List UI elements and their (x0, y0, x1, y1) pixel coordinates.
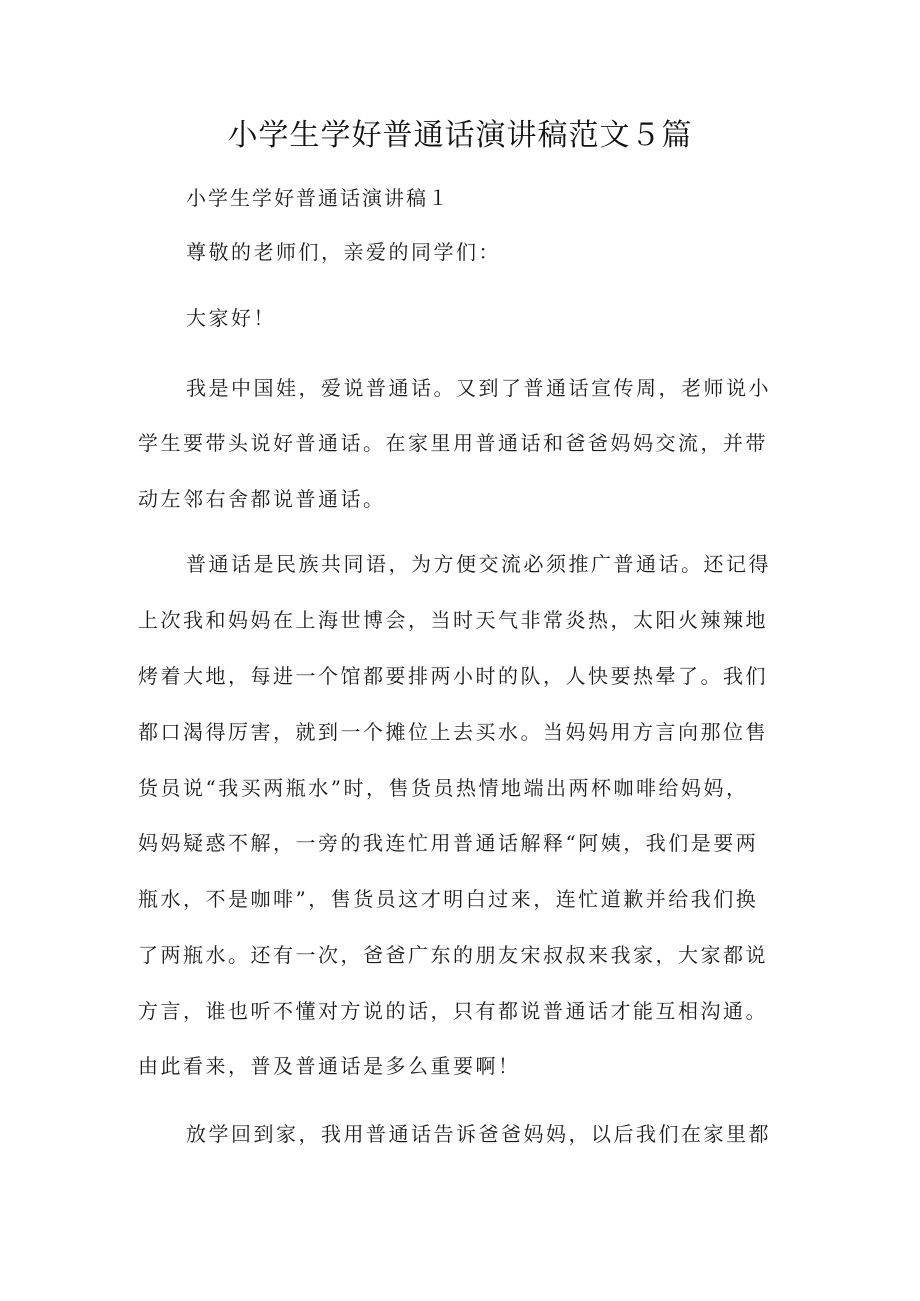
paragraph-line: 瓶水，不是咖啡”，售货员这才明白过来，连忙道歉并给我们换 (138, 887, 759, 911)
paragraph-line: 方言，谁也听不懂对方说的话，只有都说普通话才能互相沟通。 (138, 999, 768, 1023)
paragraph-line: 上次我和妈妈在上海世博会，当时天气非常炎热，太阳火辣辣地 (138, 608, 768, 632)
document-title: 小学生学好普通话演讲稿范文５篇 (227, 118, 693, 153)
paragraph-line: 烤着大地，每进一个馆都要排两小时的队，人快要热晕了。我们 (138, 664, 768, 688)
paragraph-line: 了两瓶水。还有一次，爸爸广东的朋友宋叔叔来我家，大家都说 (138, 943, 768, 967)
paragraph-line: 妈妈疑惑不解，一旁的我连忙用普通话解释“阿姨，我们是要两 (138, 831, 759, 855)
paragraph-line: 学生要带头说好普通话。在家里用普通话和爸爸妈妈交流，并带 (138, 431, 768, 455)
paragraph-line: 放学回到家，我用普通话告诉爸爸妈妈，以后我们在家里都 (186, 1122, 771, 1146)
paragraph-line: 大家好！ (186, 306, 276, 330)
paragraph-line: 由此看来，普及普通话是多么重要啊！ (138, 1054, 521, 1078)
paragraph-line: 都口渴得厉害，就到一个摊位上去买水。当妈妈用方言向那位售 (138, 720, 768, 744)
paragraph-line: 尊敬的老师们，亲爱的同学们： (186, 240, 501, 264)
paragraph-line: 我是中国娃，爱说普通话。又到了普通话宣传周，老师说小 (186, 376, 771, 400)
paragraph-line: 货员说“我买两瓶水”时，售货员热情地端出两杯咖啡给妈妈， (138, 776, 749, 800)
section-title: 小学生学好普通话演讲稿１ (186, 186, 450, 210)
paragraph-line: 普通话是民族共同语，为方便交流必须推广普通话。还记得 (186, 552, 771, 576)
paragraph-line: 动左邻右舍都说普通话。 (138, 487, 386, 511)
